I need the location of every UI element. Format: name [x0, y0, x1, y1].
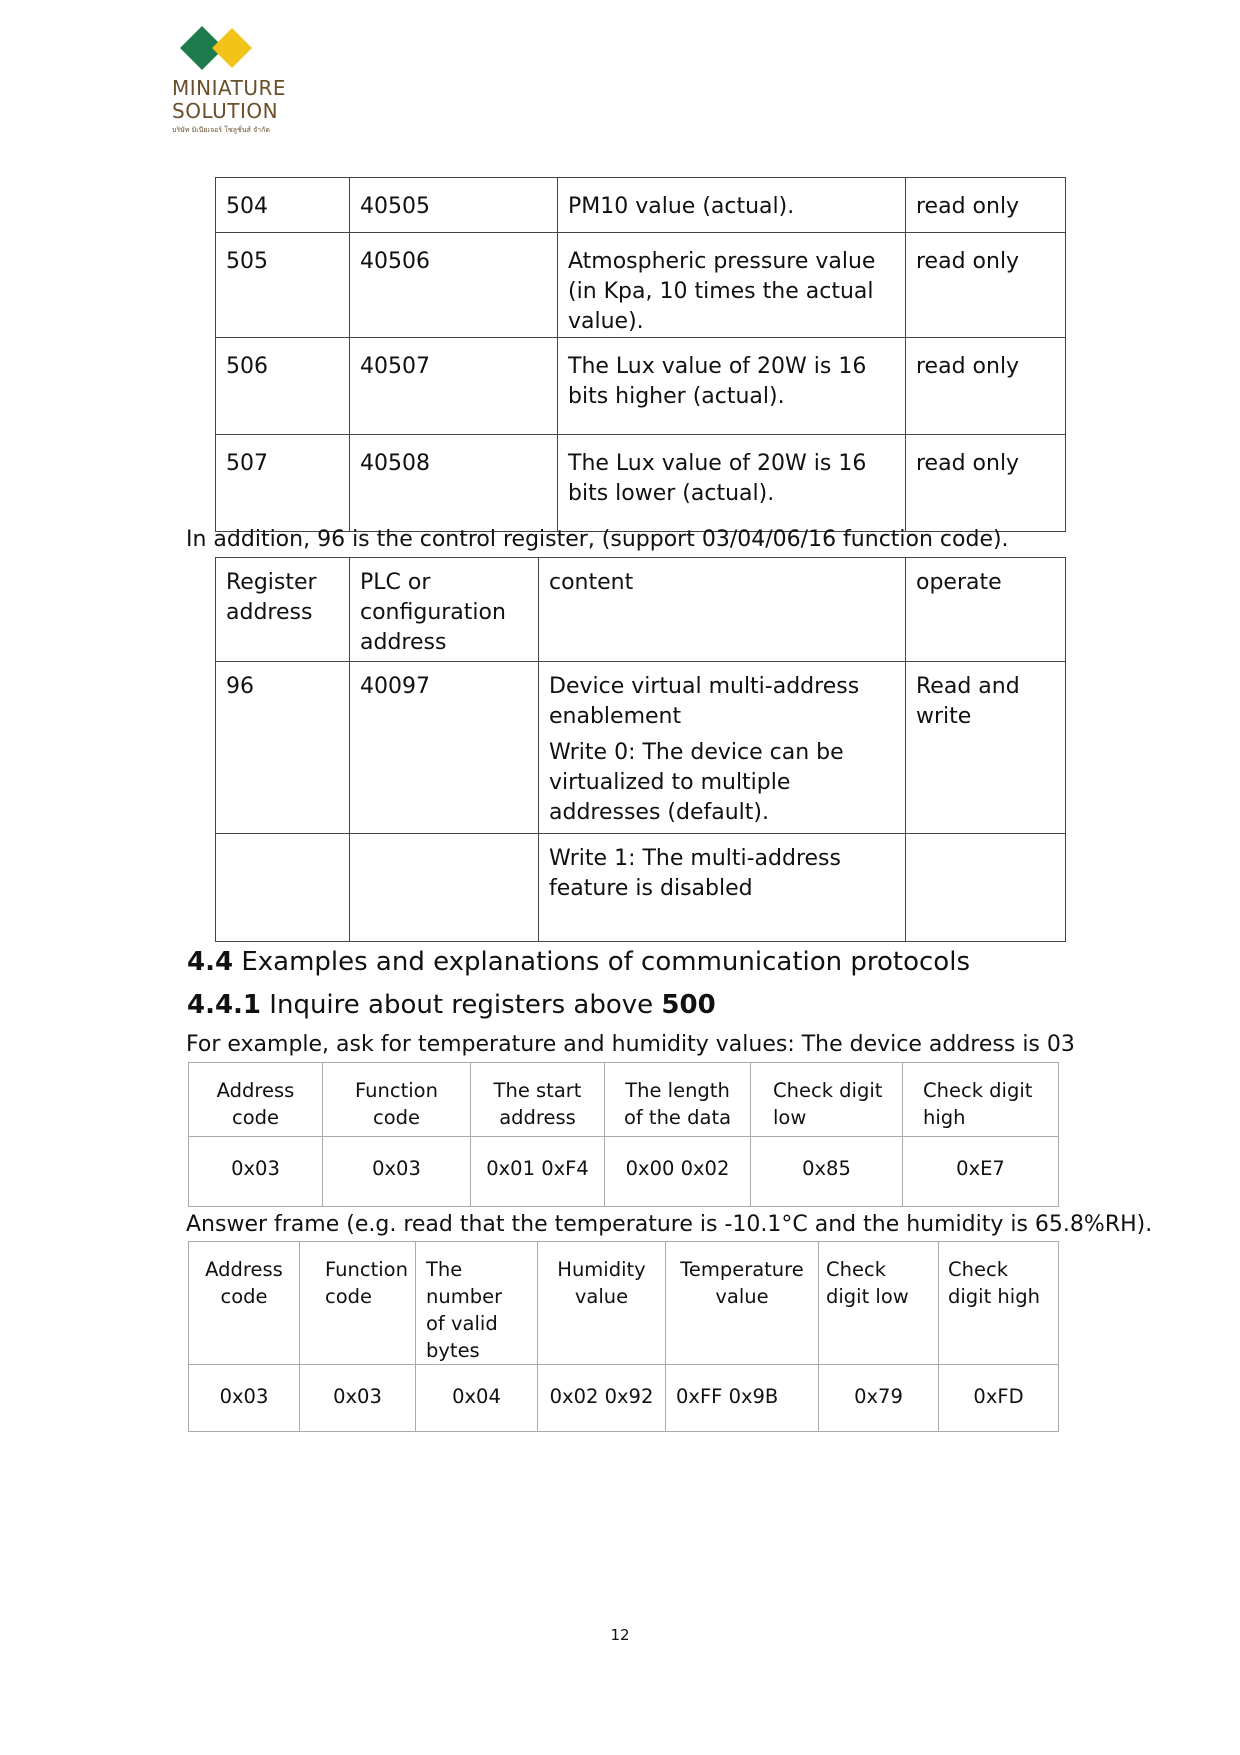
header-content: content	[539, 558, 906, 662]
cell-plc: 40507	[350, 338, 558, 435]
cell-content: Atmospheric pressure value (in Kpa, 10 times the actual value).	[558, 233, 906, 338]
cell-plc: 40508	[350, 435, 558, 532]
cell-value: 0x03	[189, 1365, 300, 1432]
cell-value: 0xFD	[939, 1365, 1059, 1432]
cell-operate: read only	[906, 435, 1066, 532]
section-title: Examples and explanations of communication protocols	[233, 947, 970, 977]
table-row	[216, 435, 1066, 532]
register-table-continued	[215, 177, 1066, 532]
table-header-row	[216, 558, 1066, 662]
section-title: Inquire about registers above	[261, 990, 662, 1020]
table-row	[216, 662, 1066, 834]
header-humidity: Humidity value	[538, 1242, 666, 1365]
example-text: For example, ask for temperature and humidity values: The device address is 03	[186, 1032, 1075, 1057]
logo-line2: SOLUTION	[172, 99, 279, 123]
cell-operate: read only	[906, 233, 1066, 338]
cell-value: 0x03	[323, 1137, 471, 1207]
section-number: 4.4	[187, 947, 234, 977]
cell-value: 0x04	[416, 1365, 538, 1432]
cell-reg: 96	[216, 662, 350, 834]
cell-value: 0x02 0x92	[538, 1365, 666, 1432]
cell-plc: 40506	[350, 233, 558, 338]
section-title-tail: 500	[661, 990, 716, 1020]
cell-content	[539, 662, 906, 834]
header-start-address: The start address	[471, 1063, 605, 1137]
cell-empty	[906, 834, 1066, 942]
content-line-b: Write 0: The device can be virtualized to multiple addresses (default).	[549, 740, 844, 825]
cell-value: 0x01 0xF4	[471, 1137, 605, 1207]
header-operate: operate	[906, 558, 1066, 662]
header-check-low: Check digit low	[751, 1063, 903, 1137]
page-number: 12	[610, 1626, 630, 1644]
table-row	[216, 338, 1066, 435]
cell-value: 0x00 0x02	[605, 1137, 751, 1207]
table-header-row	[189, 1242, 1059, 1365]
cell-reg: 505	[216, 233, 350, 338]
cell-value: 0xFF 0x9B	[666, 1365, 819, 1432]
control-register-table	[215, 557, 1066, 942]
section-number: 4.4.1	[187, 990, 262, 1020]
cell-content: The Lux value of 20W is 16 bits lower (actual).	[558, 435, 906, 532]
cell-value: 0xE7	[903, 1137, 1059, 1207]
table-row	[189, 1137, 1059, 1207]
query-frame-table	[188, 1062, 1059, 1207]
cell-reg: 504	[216, 178, 350, 233]
table-row	[189, 1365, 1059, 1432]
logo-subtitle: บริษัท มิเนียเจอร์ โซลูชั่นส์ จำกัด	[172, 126, 270, 134]
table-header-row	[189, 1063, 1059, 1137]
answer-frame-table	[188, 1241, 1059, 1432]
section-heading-4-4	[187, 946, 970, 978]
cell-content: The Lux value of 20W is 16 bits higher (actual).	[558, 338, 906, 435]
table-row	[216, 178, 1066, 233]
table-row	[216, 834, 1066, 942]
cell-operate: read only	[906, 178, 1066, 233]
header-function-code: Function code	[300, 1242, 416, 1365]
table-row	[216, 233, 1066, 338]
cell-content: PM10 value (actual).	[558, 178, 906, 233]
header-address-code: Address code	[189, 1063, 323, 1137]
answer-frame-text: Answer frame (e.g. read that the temperature is -10.1°C and the humidity is 65.8%RH).	[186, 1212, 1153, 1237]
cell-content: Write 1: The multi-address feature is disabled	[539, 834, 906, 942]
cell-operate: read only	[906, 338, 1066, 435]
header-temperature: Temperature value	[666, 1242, 819, 1365]
cell-empty	[216, 834, 350, 942]
header-register-address: Register address	[216, 558, 350, 662]
header-valid-bytes: The number of valid bytes	[416, 1242, 538, 1365]
control-register-note: In addition, 96 is the control register, (support 03/04/06/16 function code).	[186, 527, 1009, 552]
cell-value: 0x85	[751, 1137, 903, 1207]
cell-empty	[350, 834, 539, 942]
header-check-high: Check digit high	[903, 1063, 1059, 1137]
cell-value: 0x03	[300, 1365, 416, 1432]
cell-reg: 506	[216, 338, 350, 435]
cell-value: 0x03	[189, 1137, 323, 1207]
header-plc-address: PLC or configuration address	[350, 558, 539, 662]
header-data-length: The length of the data	[605, 1063, 751, 1137]
cell-value: 0x79	[819, 1365, 939, 1432]
header-function-code: Function code	[323, 1063, 471, 1137]
header-address-code: Address code	[189, 1242, 300, 1365]
cell-reg: 507	[216, 435, 350, 532]
cell-plc: 40505	[350, 178, 558, 233]
section-heading-4-4-1	[187, 989, 716, 1021]
header-check-high: Check digit high	[939, 1242, 1059, 1365]
cell-operate: Read and write	[906, 662, 1066, 834]
header-check-low: Check digit low	[819, 1242, 939, 1365]
cell-plc: 40097	[350, 662, 539, 834]
content-line-a: Device virtual multi-address enablement	[549, 674, 860, 729]
logo-line1: MINIATURE	[172, 76, 287, 100]
